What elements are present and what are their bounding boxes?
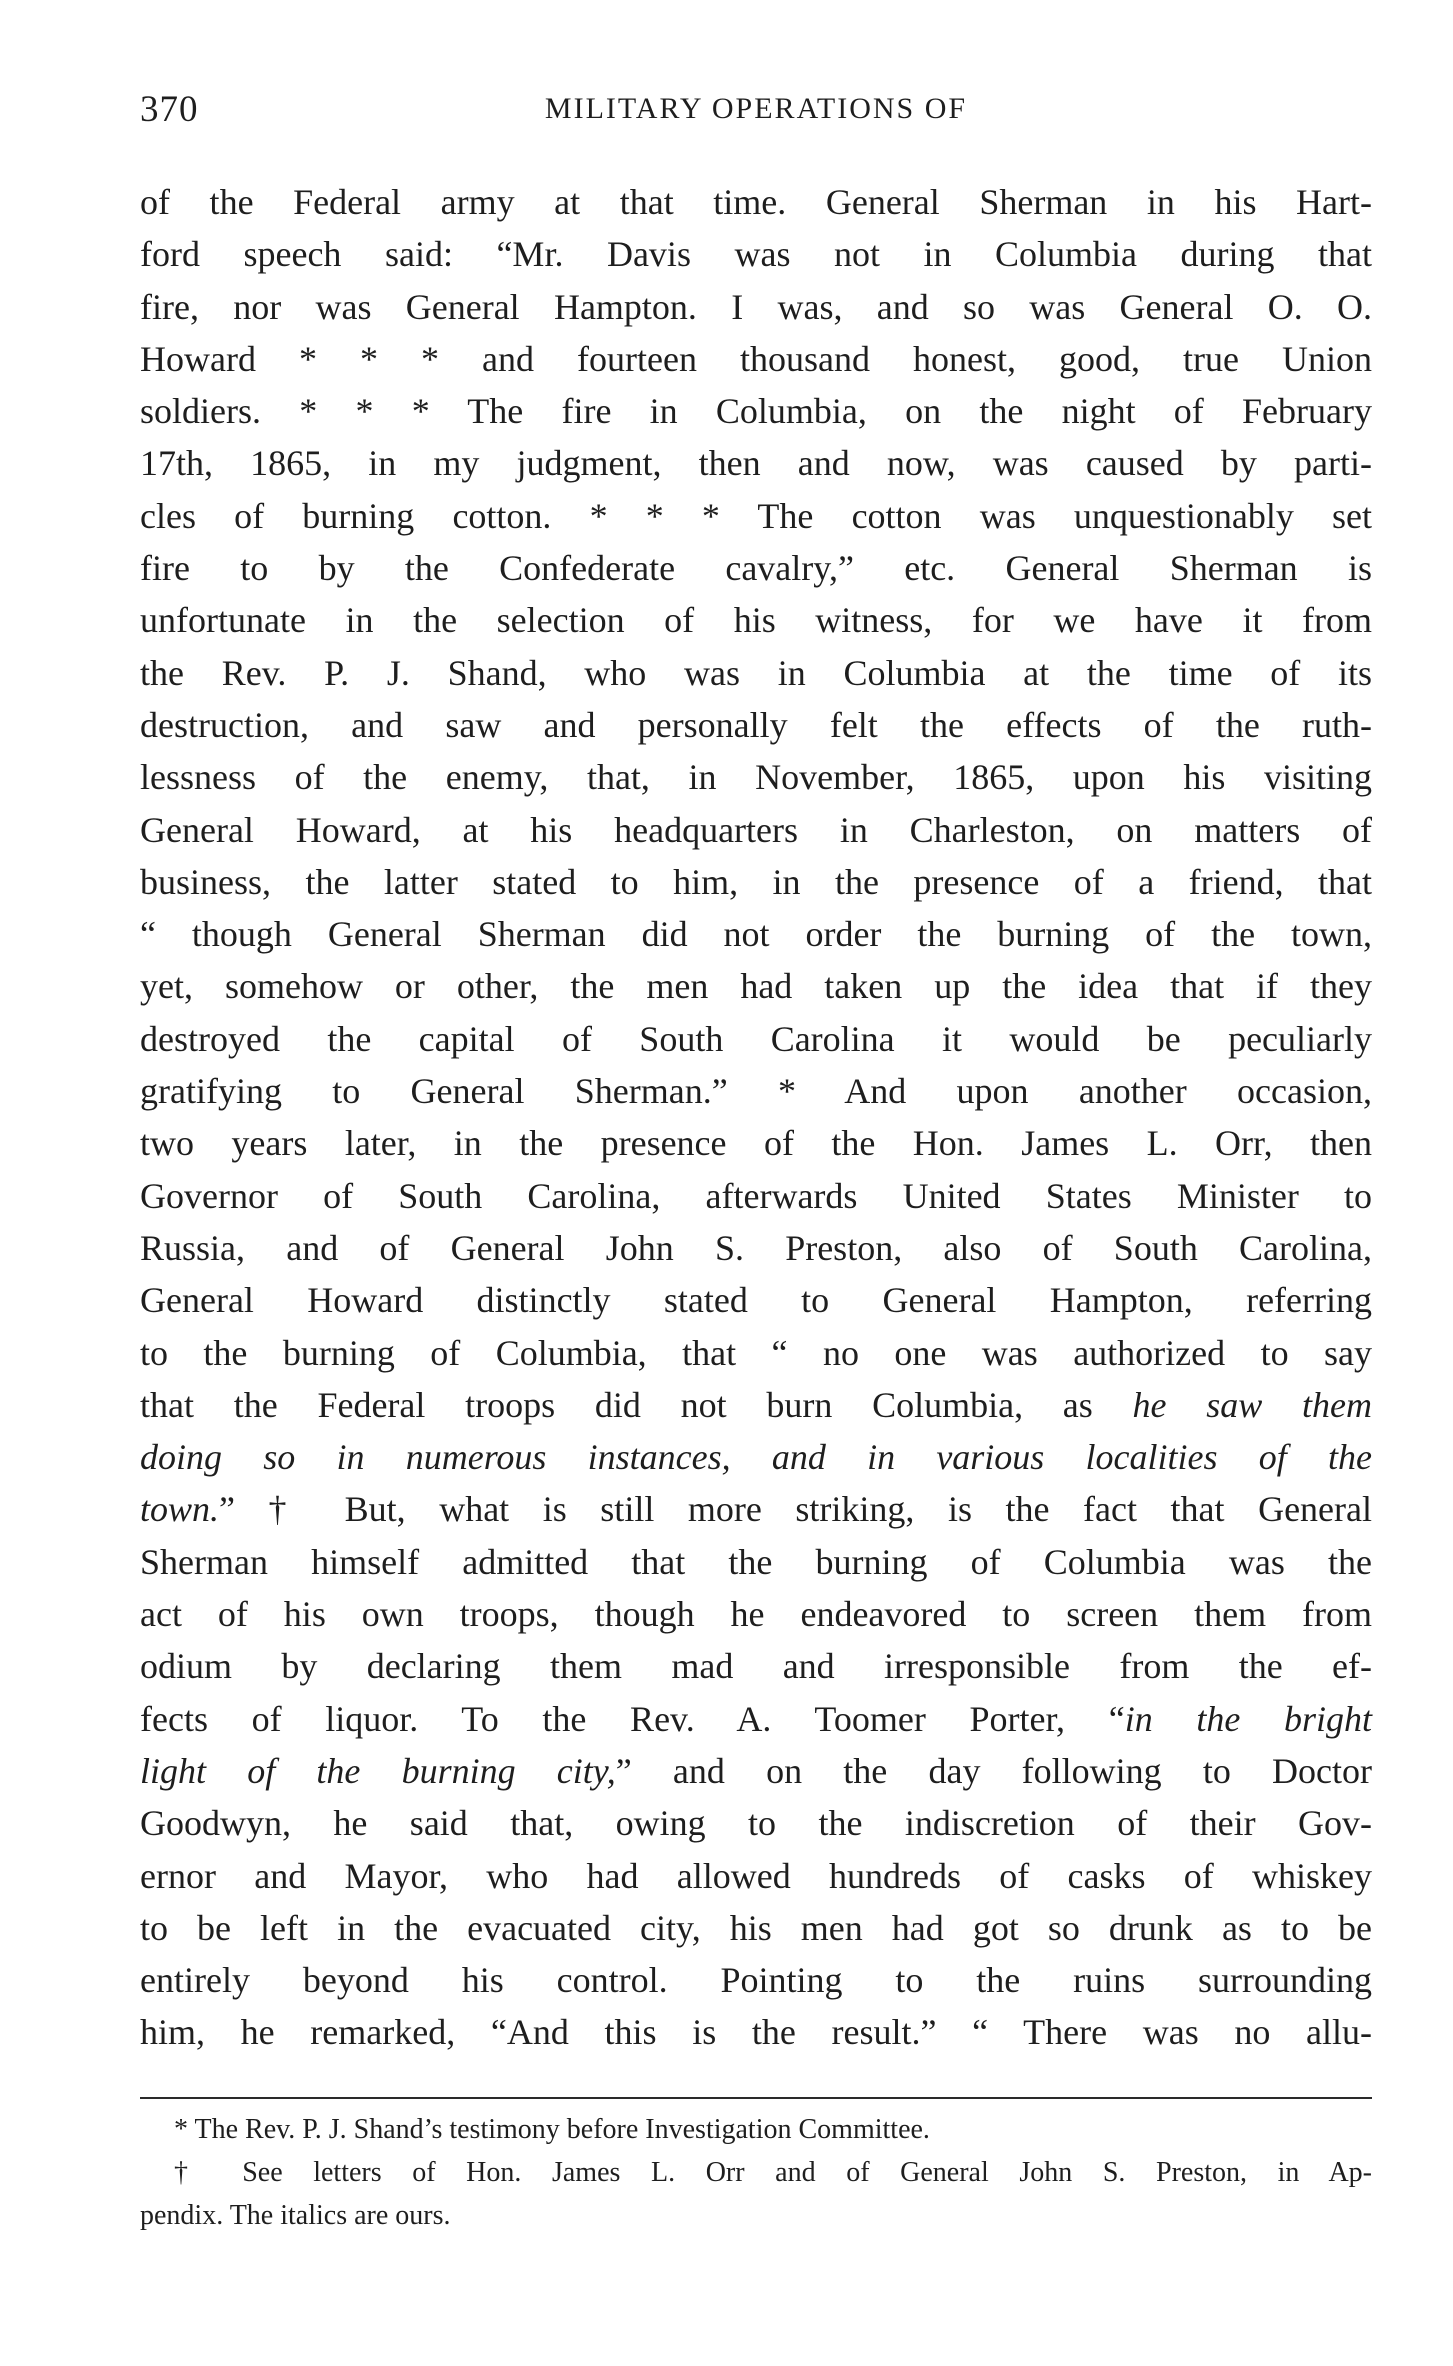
text-line: Goodwyn, he said that, owing to the indiscretion of their Gov- xyxy=(140,1803,1372,1844)
text-line: Russia, and of General John S. Preston, also of South Carolina, xyxy=(140,1227,1372,1268)
text-line: “ though General Sherman did not order the burning of the town, xyxy=(140,914,1372,955)
text-line: Sherman himself admitted that the burning of Columbia was the xyxy=(140,1541,1372,1582)
running-head xyxy=(140,88,1372,138)
text-line: entirely beyond his control. Pointing to the ruins surrounding xyxy=(140,1960,1372,2001)
italic-run: light of the burning city, xyxy=(140,1750,616,1791)
italic-run: in the bright xyxy=(1124,1698,1373,1739)
text-line: fire to by the Confederate cavalry,” etc. General Sherman is xyxy=(140,548,1372,589)
text-line: ford speech said: “Mr. Davis was not in Columbia during that xyxy=(140,234,1372,275)
running-title: MILITARY OPERATIONS OF xyxy=(544,92,968,125)
text-line: gratifying to General Sherman.” * And upon another occasion, xyxy=(140,1071,1372,1112)
text-line: Howard * * * and fourteen thousand honest, good, true Union xyxy=(140,338,1372,379)
text-line xyxy=(140,1379,1372,1431)
text-line xyxy=(140,1483,1372,1535)
text-line: two years later, in the presence of the Hon. James L. Orr, then xyxy=(140,1123,1372,1164)
text-line: General Howard, at his headquarters in Charleston, on matters of xyxy=(140,809,1372,850)
text-line: fire, nor was General Hampton. I was, and so was General O. O. xyxy=(140,286,1372,327)
footnote-shand: * The Rev. P. J. Shand’s testimony before Investigation Committee. xyxy=(174,2114,930,2145)
text-run: fects of liquor. To the Rev. A. Toomer Porter, “ xyxy=(140,1698,1125,1739)
text-line: soldiers. * * * The fire in Columbia, on the night of February xyxy=(140,391,1372,432)
text-line: destroyed the capital of South Carolina it would be peculiarly xyxy=(140,1018,1372,1059)
text-run: ” and on the day following to Doctor xyxy=(615,1750,1372,1791)
text-line xyxy=(140,1693,1372,1745)
text-line xyxy=(140,1745,1372,1797)
text-line: cles of burning cotton. * * * The cotton was unquestionably set xyxy=(140,495,1372,536)
text-line: him, he remarked, “And this is the result.” “ There was no allu- xyxy=(140,2012,1372,2053)
text-line: destruction, and saw and personally felt the effects of the ruth- xyxy=(140,704,1372,745)
footnote-orr-preston: † See letters of Hon. James L. Orr and of General John S. Preston, in Ap- xyxy=(174,2157,1372,2188)
body-text xyxy=(140,176,1372,2059)
text-line: to the burning of Columbia, that “ no one was authorized to say xyxy=(140,1332,1372,1373)
text-run: ” † But, what is still more striking, is the fact that General xyxy=(219,1489,1372,1530)
italic-run: he saw them xyxy=(1132,1384,1373,1425)
text-line: unfortunate in the selection of his witness, for we have it from xyxy=(140,600,1372,641)
italic-run: doing so in numerous instances, and in various localities of the xyxy=(140,1437,1372,1478)
footnote-orr-preston-continued: pendix. The italics are ours. xyxy=(140,2200,451,2231)
text-line: of the Federal army at that time. General Sherman in his Hart- xyxy=(140,182,1372,222)
text-run: that the Federal troops did not burn Columbia, as xyxy=(140,1384,1093,1425)
text-line: act of his own troops, though he endeavored to screen them from xyxy=(140,1594,1372,1635)
text-line: business, the latter stated to him, in the presence of a friend, that xyxy=(140,861,1372,902)
text-line xyxy=(140,1431,1372,1483)
footnotes xyxy=(140,2108,1372,2237)
text-line: lessness of the enemy, that, in November, 1865, upon his visiting xyxy=(140,757,1372,798)
text-line: odium by declaring them mad and irresponsible from the ef- xyxy=(140,1646,1372,1687)
text-line: to be left in the evacuated city, his men had got so drunk as to be xyxy=(140,1907,1372,1948)
text-line: General Howard distinctly stated to General Hampton, referring xyxy=(140,1280,1372,1321)
italic-run: town. xyxy=(140,1489,220,1530)
text-line: the Rev. P. J. Shand, who was in Columbia at the time of its xyxy=(140,652,1372,693)
footnote-rule xyxy=(140,2097,1372,2099)
text-line: yet, somehow or other, the men had taken up the idea that if they xyxy=(140,966,1372,1007)
page-number: 370 xyxy=(140,89,199,130)
text-line: Governor of South Carolina, afterwards United States Minister to xyxy=(140,1175,1372,1216)
text-line: 17th, 1865, in my judgment, then and now, was caused by parti- xyxy=(140,443,1372,484)
text-line: ernor and Mayor, who had allowed hundreds of casks of whiskey xyxy=(140,1855,1372,1896)
